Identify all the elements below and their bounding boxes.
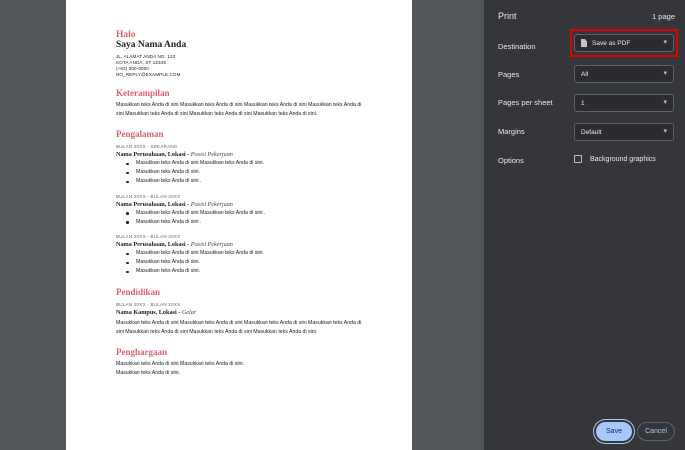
awards-text [116, 360, 366, 378]
job-date: BULAN 20XX - SEKARANG [116, 144, 178, 149]
awards-line: Masukkan teks Anda di sini. [116, 369, 181, 376]
pages-label: Pages [498, 70, 520, 79]
job-title [116, 150, 366, 159]
margins-select[interactable] [574, 123, 674, 141]
chevron-down-icon: ▾ [663, 70, 667, 77]
job-bullets [116, 159, 366, 187]
preview-page [66, 0, 412, 450]
job-bullets [116, 209, 366, 227]
options-label: Options [498, 156, 524, 165]
page-count: 1 page [652, 12, 675, 21]
resume-contact [116, 54, 366, 78]
job-company: Nama Perusahaan, Lokasi - [116, 200, 191, 208]
chevron-down-icon: ▾ [663, 99, 667, 106]
education-text: Masukkan teks Anda di sini Masukkan teks Anda di sini Masukkan teks Anda di sini Masukkan teks Anda di sini Masukkan teks Anda di sini Masukkan teks Anda di sini Masukkan teks Anda di sini. [116, 319, 362, 335]
pages-value: All [581, 71, 589, 78]
list-item: Masukkan teks Anda di sini. [136, 267, 366, 276]
job-company: Nama Perusahaan, Lokasi - [116, 241, 191, 249]
margins-label: Margins [498, 127, 525, 136]
awards-line: Masukkan teks Anda di sini Masukkan teks Anda di sini. [116, 360, 245, 367]
skills-heading: Keterampilan [116, 88, 170, 98]
resume-name: Saya Nama Anda [116, 40, 187, 50]
list-item: Masukkan teks Anda di sini Masukkan teks Anda di sini . [136, 209, 366, 218]
cancel-button[interactable]: Cancel [637, 422, 675, 441]
resume-address-line2: KOTA ANDA, ST 12345 [116, 60, 166, 65]
job-entry [116, 143, 366, 187]
chevron-down-icon: ▾ [663, 128, 667, 135]
list-item: Masukkan teks Anda di sini Masukkan teks Anda di sini. [136, 249, 366, 258]
save-button[interactable]: Save [596, 422, 632, 441]
print-title: Print [498, 11, 517, 21]
job-position: Posisi Pekerjaan [190, 151, 233, 158]
list-item: Masukkan teks Anda di sini . [136, 218, 366, 227]
list-item: Masukkan teks Anda di sini. [136, 258, 366, 267]
chevron-down-icon: ▾ [663, 39, 667, 46]
pages-select[interactable] [574, 65, 674, 83]
background-graphics-checkbox[interactable] [574, 155, 582, 163]
job-company: Nama Perusahaan, Lokasi - [116, 151, 191, 158]
education-title [116, 308, 366, 317]
job-title [116, 240, 366, 249]
pages-per-sheet-label: Pages per sheet [498, 98, 553, 107]
awards-heading: Penghargaan [116, 346, 168, 357]
job-position: Posisi Pekerjaan [190, 200, 233, 208]
job-entry [116, 233, 366, 277]
margins-value: Default [581, 129, 602, 136]
print-settings-panel [484, 0, 685, 450]
job-bullets [116, 249, 366, 277]
education-heading: Pendidikan [116, 286, 161, 297]
experience-heading: Pengalaman [116, 129, 164, 139]
resume-document [116, 30, 366, 378]
destination-label: Destination [498, 42, 536, 51]
resume-phone: (+62) 000-0000 [116, 66, 149, 71]
file-icon [581, 39, 587, 47]
job-entry [116, 193, 366, 227]
list-item: Masukkan teks Anda di sini . [136, 177, 366, 186]
education-school: Nama Kampus, Lokasi - [116, 308, 182, 316]
resume-email: NO_REPLY@EXAMPLE.COM [116, 72, 181, 77]
job-date: BULAN 20XX - BULAN 20XX [116, 193, 181, 199]
job-position: Posisi Pekerjaan [190, 241, 233, 249]
pages-per-sheet-value: 1 [581, 100, 585, 107]
education-date: BULAN 20XX - BULAN 20XX [116, 301, 181, 307]
education-degree: Gelar [181, 308, 197, 316]
job-date: BULAN 20XX - BULAN 20XX [116, 234, 181, 240]
background-graphics-label[interactable]: Background graphics [590, 156, 656, 163]
list-item: Masukkan teks Anda di sini. [136, 168, 366, 177]
destination-select[interactable] [574, 34, 674, 52]
resume-greeting: Halo [116, 30, 136, 40]
resume-address-line1: JL. ALAMAT ANDA NO. 123 [116, 54, 176, 59]
list-item: Masukkan teks Anda di sini Masukkan teks Anda di sini. [136, 159, 366, 168]
pages-per-sheet-select[interactable] [574, 94, 674, 112]
skills-text: Masukkan teks Anda di sini Masukkan teks Anda di sini Masukkan teks Anda di sini Masukkan teks Anda di sini Masukkan teks Anda di sini Masukkan teks Anda di sini Masukkan teks Anda di sini. [116, 102, 362, 117]
job-title [116, 200, 366, 209]
destination-value: Save as PDF [592, 40, 631, 47]
